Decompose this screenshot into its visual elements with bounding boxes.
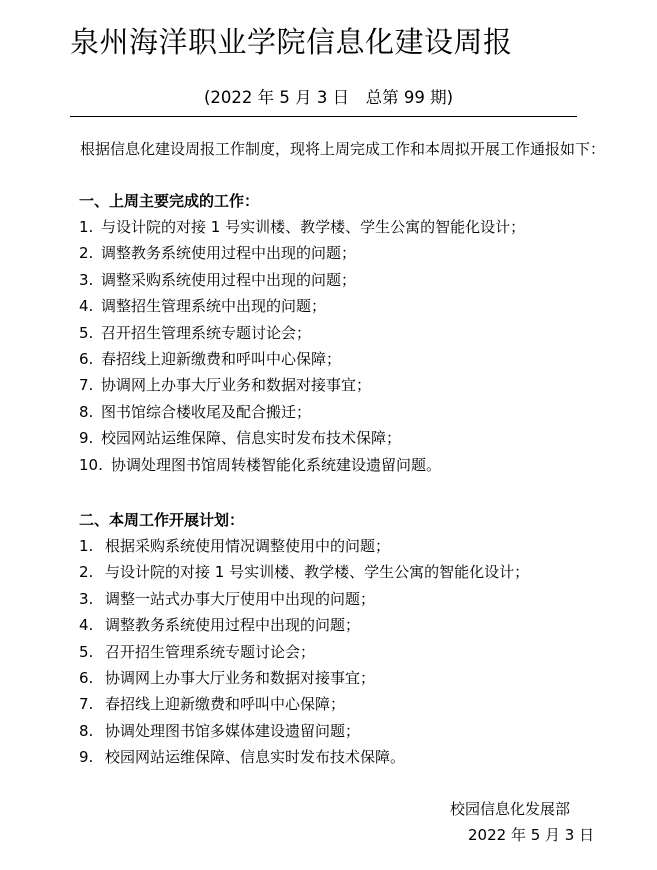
list-item-text: 春招线上迎新缴费和呼叫中心保障； xyxy=(101,349,342,368)
list-item xyxy=(79,240,525,266)
list-item xyxy=(79,267,525,293)
section-done-list xyxy=(79,214,525,478)
list-item xyxy=(79,639,529,665)
issue-subtitle: (2022 年 5 月 3 日 总第 99 期) xyxy=(203,88,454,107)
list-item-text: 协调处理图书馆多媒体建设遗留问题； xyxy=(105,721,361,740)
list-item xyxy=(79,533,529,559)
list-item-text: 召开招生管理系统专题讨论会； xyxy=(101,323,312,342)
list-item-number: 2. xyxy=(79,244,94,263)
list-item-number: 10. xyxy=(79,455,103,474)
list-item xyxy=(79,559,529,585)
intro-paragraph: 根据信息化建设周报工作制度，现将上周完成工作和本周拟开展工作通报如下： xyxy=(80,140,606,158)
list-item xyxy=(79,214,525,240)
list-item-number: 9. xyxy=(79,748,94,767)
list-item xyxy=(79,425,525,451)
list-item xyxy=(79,452,525,478)
list-item-number: 1. xyxy=(79,537,94,555)
list-item-number: 3. xyxy=(79,270,94,289)
list-item-number: 5. xyxy=(79,642,94,661)
list-item-text: 与设计院的对接 1 号实训楼、教学楼、学生公寓的智能化设计； xyxy=(101,218,526,236)
section-done-heading: 一、上周主要完成的工作： xyxy=(79,192,260,210)
list-item xyxy=(79,586,529,612)
list-item xyxy=(79,346,525,372)
list-item-number: 6. xyxy=(79,349,94,368)
list-item-text: 调整一站式办事大厅使用中出现的问题； xyxy=(105,589,376,608)
section-plan-list xyxy=(79,533,529,771)
list-item-text: 图书馆综合楼收尾及配合搬迁； xyxy=(101,402,312,421)
signature-date: 2022 年 5 月 3 日 xyxy=(468,826,595,844)
list-item xyxy=(79,718,529,744)
list-item-text: 与设计院的对接 1 号实训楼、教学楼、学生公寓的智能化设计； xyxy=(105,563,530,582)
list-item-number: 1. xyxy=(79,218,94,236)
list-item-text: 协调网上办事大厅业务和数据对接事宜； xyxy=(105,668,376,687)
list-item-number: 7. xyxy=(79,376,94,395)
list-item-number: 6. xyxy=(79,668,94,687)
list-item-number: 4. xyxy=(79,616,94,635)
list-item-number: 4. xyxy=(79,297,94,316)
list-item xyxy=(79,691,529,717)
list-item-number: 3. xyxy=(79,589,94,608)
list-item xyxy=(79,744,529,770)
list-item-text: 协调网上办事大厅业务和数据对接事宜； xyxy=(101,376,372,395)
page-title: 泉州海洋职业学院信息化建设周报 xyxy=(70,25,513,59)
list-item-number: 9. xyxy=(79,429,94,448)
list-item xyxy=(79,293,525,319)
list-item-text: 调整教务系统使用过程中出现的问题； xyxy=(101,244,357,263)
list-item-number: 7. xyxy=(79,695,94,714)
list-item-text: 调整采购系统使用过程中出现的问题； xyxy=(101,270,357,289)
list-item-text: 校园网站运维保障、信息实时发布技术保障。 xyxy=(105,748,406,767)
list-item-text: 根据采购系统使用情况调整使用中的问题； xyxy=(105,537,391,555)
list-item xyxy=(79,320,525,346)
list-item xyxy=(79,372,525,398)
list-item-number: 8. xyxy=(79,721,94,740)
list-item-text: 春招线上迎新缴费和呼叫中心保障； xyxy=(105,695,346,714)
signature-department: 校园信息化发展部 xyxy=(450,800,571,818)
section-plan-heading: 二、本周工作开展计划： xyxy=(79,511,245,529)
title-divider xyxy=(70,116,577,117)
list-item-text: 召开招生管理系统专题讨论会； xyxy=(105,642,316,661)
list-item-number: 2. xyxy=(79,563,94,582)
list-item xyxy=(79,612,529,638)
list-item xyxy=(79,665,529,691)
list-item-text: 调整招生管理系统中出现的问题； xyxy=(101,297,327,316)
list-item-text: 协调处理图书馆周转楼智能化系统建设遗留问题。 xyxy=(111,455,442,474)
list-item xyxy=(79,399,525,425)
list-item-number: 8. xyxy=(79,402,94,421)
list-item-number: 5. xyxy=(79,323,94,342)
list-item-text: 调整教务系统使用过程中出现的问题； xyxy=(105,616,361,635)
list-item-text: 校园网站运维保障、信息实时发布技术保障； xyxy=(101,429,402,448)
